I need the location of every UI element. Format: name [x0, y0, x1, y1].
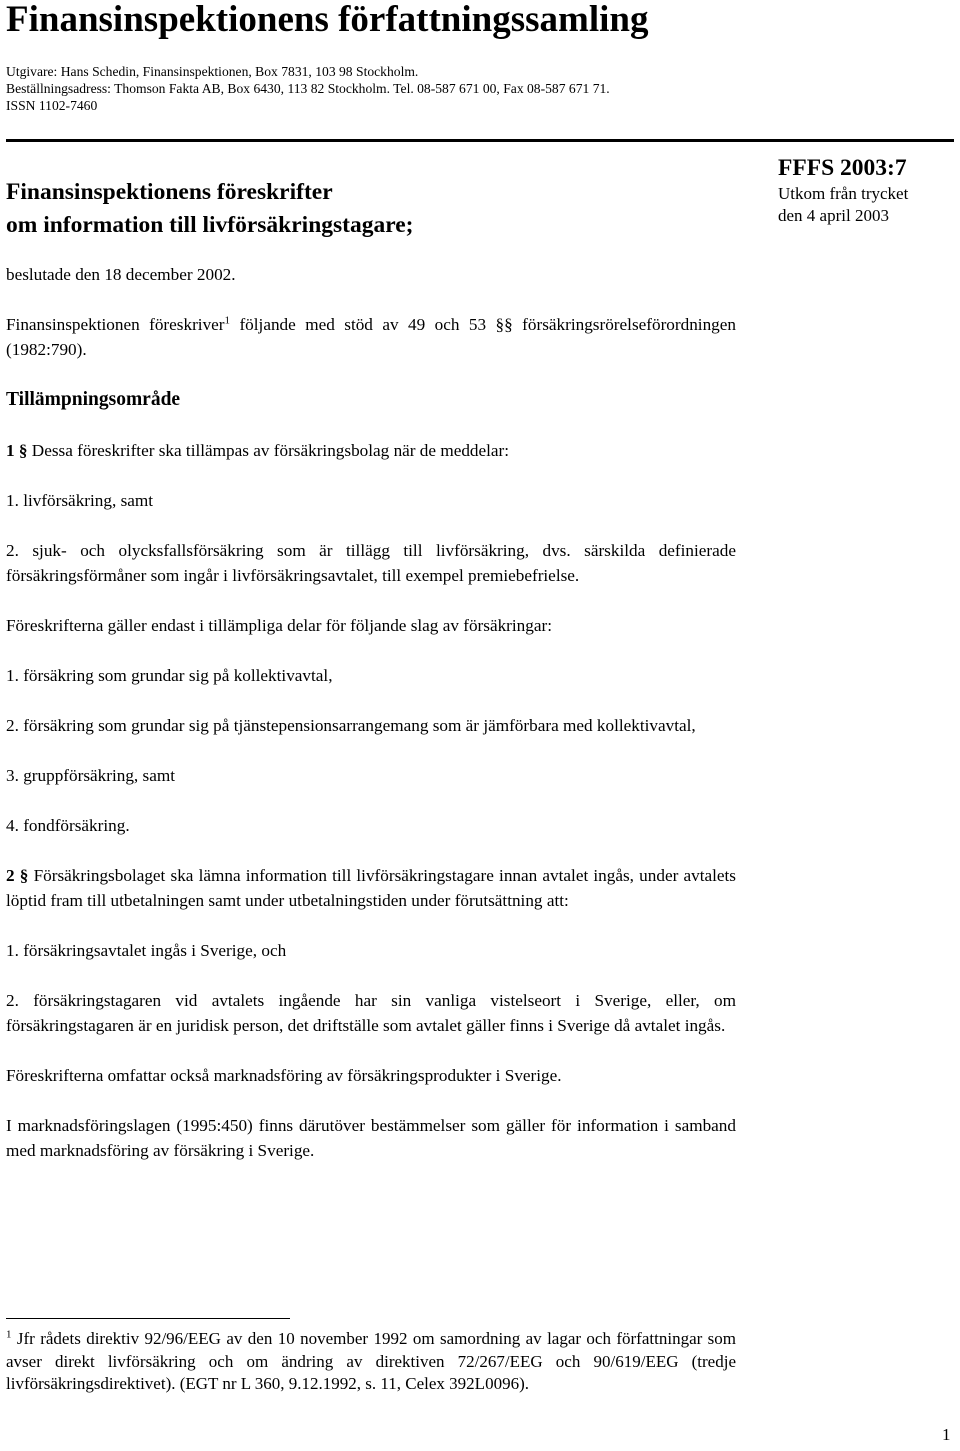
issued-line: Utkom från trycket [778, 184, 909, 203]
section-heading: Tillämpningsområde [6, 389, 181, 410]
regulation-title-line: Finansinspektionens föreskrifter [6, 179, 333, 205]
section-2-number: 2 § [6, 866, 29, 885]
list-item: 1. försäkring som grundar sig på kollektivavtal, [6, 666, 333, 685]
section-1-paragraph: 1 § Dessa föreskrifter ska tillämpas av försäkringsbolag när de meddelar: [6, 441, 510, 460]
section-1-number: 1 § [6, 441, 28, 460]
series-title: Finansinspektionens författningssamling [6, 0, 649, 40]
list-item: 2. sjuk- och olycksfallsförsäkring som är tillägg till livförsäkring, dvs. särskilda definierade försäkringsförmåner som ingår i livförsäkringsavtalet, till exempel premiebefrielse. [6, 541, 736, 585]
footnote-marker: 1 [6, 1328, 12, 1341]
list-item: 4. fondförsäkring. [6, 816, 130, 835]
regulation-title-line: om information till livförsäkringstagare; [6, 212, 414, 238]
header-rule [6, 139, 954, 142]
marketing-paragraph: Föreskrifterna omfattar också marknadsföring av försäkringsprodukter i Sverige. [6, 1066, 562, 1085]
regulation-number-box [778, 153, 908, 227]
decision-date: beslutade den 18 december 2002. [6, 265, 236, 284]
footnote [6, 1328, 736, 1396]
marketing-law-paragraph: I marknadsföringslagen (1995:450) finns därutöver bestämmelser som gäller för information i samband med marknadsföring av försäkring i Sverige. [6, 1116, 736, 1160]
issn-line: ISSN 1102-7460 [6, 98, 98, 113]
list-item: 2. försäkring som grundar sig på tjänstepensionsarrangemang som är jämförbara med kollektivavtal, [6, 716, 696, 735]
list-item: 1. livförsäkring, samt [6, 491, 154, 510]
regulation-title [6, 176, 414, 242]
order-address-line: Beställningsadress: Thomson Fakta AB, Box 6430, 113 82 Stockholm. Tel. 08-587 671 00, Fax 08-587 671 71. [6, 81, 610, 96]
publisher-line: Utgivare: Hans Schedin, Finansinspektionen, Box 7831, 103 98 Stockholm. [6, 64, 419, 79]
list-item: 2. försäkringstagaren vid avtalets ingående har sin vanliga vistelseort i Sverige, eller, om försäkringstagaren är en juridisk person, det driftställe som avtalet gäller finns i Sverige då avtalet ingås. [6, 991, 736, 1035]
regulation-number: FFFS 2003:7 [778, 155, 907, 181]
intro-paragraph: Finansinspektionen föreskriver$^1$ följande med stöd av 49 och 53 §§ försäkringsrörelseförordningen (1982:790). [6, 314, 736, 359]
footnote-reference: 1 [224, 314, 231, 327]
footnote-rule [6, 1318, 290, 1319]
regulation-body [6, 262, 736, 1163]
section-2-paragraph: 2 § Försäkringsbolaget ska lämna information till livförsäkringstagare innan avtalet ingås, under avtalets löptid fram till utbetalningen samt under utbetalningstiden under förutsättning att: [6, 866, 736, 910]
publisher-info [6, 63, 610, 114]
issued-date: den 4 april 2003 [778, 206, 889, 225]
footnote-text: Jfr rådets direktiv 92/96/EEG av den 10 november 1992 om samordning av lagar och författningar som avser direkt livförsäkring och om ändring av direktiven 72/267/EEG och 90/619/EEG (tredje livförsäkringsdirektivet). (EGT nr L 360, 9.12.1992, s. 11, Celex 392L0096). [6, 1329, 736, 1393]
scope-paragraph: Föreskrifterna gäller endast i tillämpliga delar för följande slag av försäkringar: [6, 616, 552, 635]
page-number: 1 [942, 1425, 951, 1444]
list-item: 3. gruppförsäkring, samt [6, 766, 175, 785]
list-item: 1. försäkringsavtalet ingås i Sverige, och [6, 941, 287, 960]
